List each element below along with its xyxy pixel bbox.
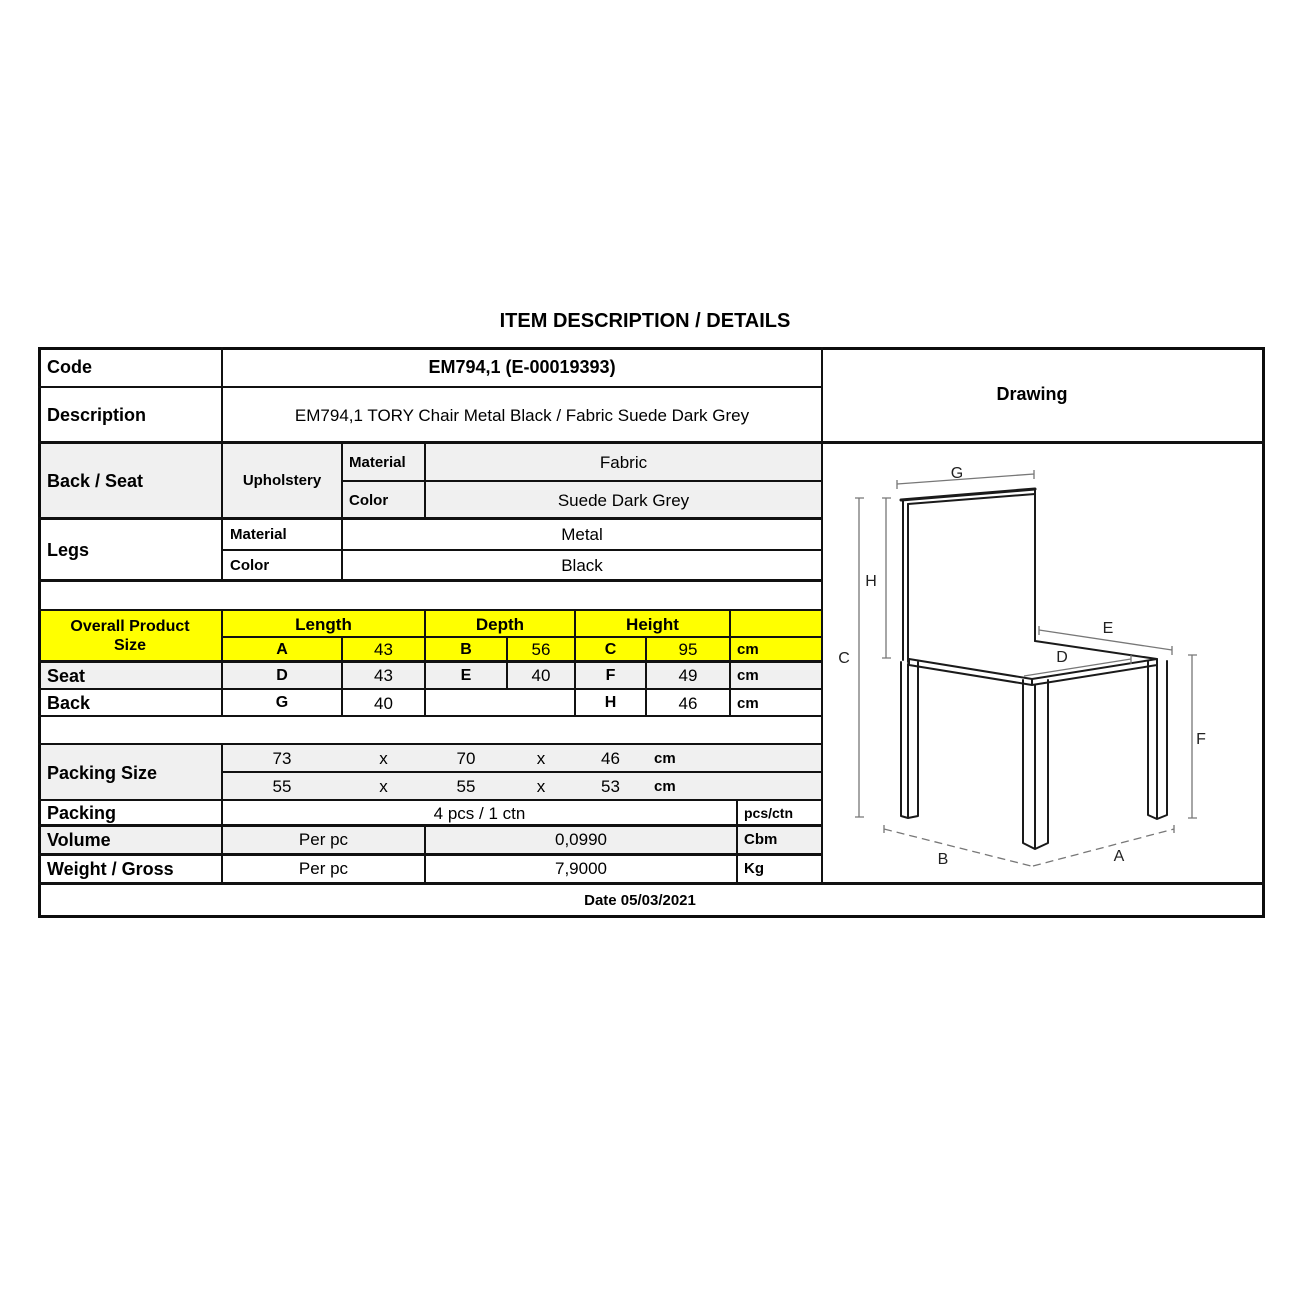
upholstery-color-label: Color [349,491,389,509]
seat-length-value: 43 [374,666,393,686]
weight-basis: Per pc [298,859,349,879]
left-leg [901,662,918,818]
dim-line-a [1033,825,1174,866]
legs-material-label: Material [230,525,287,543]
description-label: Description [47,405,147,426]
code-label: Code [47,357,92,378]
upholstery-material-label: Material [349,453,406,471]
length-header: Length [295,614,352,634]
seat-thickness [909,659,1157,685]
legs-material-value: Metal [561,524,603,544]
back-seat-label: Back / Seat [47,470,144,491]
seat-top [909,641,1157,679]
legs-color-label: Color [230,556,270,574]
weight-unit: Kg [744,860,764,878]
upholstery-material-value: Fabric [599,452,648,472]
right-leg [1148,661,1167,819]
dim-line-c [855,498,864,817]
dim-label-e: E [1102,620,1114,637]
dim-label-h: H [865,573,877,590]
code-value: EM794,1 (E-00019393) [428,357,616,378]
dim-line-b [884,825,1031,866]
back-height-value: 46 [678,693,698,713]
seat-length-key: D [276,666,288,684]
legs-color-value: Black [561,555,603,575]
overall-size-label [38,611,222,662]
dim-label-b: B [937,851,949,868]
description-value: EM794,1 TORY Chair Metal Black / Fabric Suede Dark Grey [294,405,750,425]
overall-size-line2: Size [113,636,146,654]
volume-label: Volume [47,829,111,850]
packing-r2-sep2: x [536,777,546,797]
date-value: Date 05/03/2021 [584,891,696,909]
back-row-label: Back [47,693,91,714]
packing-r1-unit: cm [654,750,676,768]
upholstery-color-value: Suede Dark Grey [557,490,690,510]
packing-unit: pcs/ctn [744,805,794,822]
packing-size-label: Packing Size [47,762,158,783]
packing-r1-v2: 70 [456,749,476,769]
volume-basis: Per pc [298,830,349,850]
seat-height-key: F [605,666,616,684]
page-title: ITEM DESCRIPTION / DETAILS [499,309,791,332]
overall-length-key: A [276,640,288,658]
packing-r1-v1: 73 [272,749,292,769]
height-header: Height [626,614,679,634]
overall-depth-value: 56 [531,640,551,660]
dim-label-d: D [1056,649,1068,666]
overall-unit: cm [737,641,759,659]
weight-label: Weight / Gross [47,858,174,879]
dim-label-g: G [950,465,964,482]
dim-label-c: C [838,650,850,667]
dim-label-f: F [1196,731,1206,748]
legs-label: Legs [47,539,90,560]
dim-line-h [882,498,891,658]
seat-depth-value: 40 [531,666,551,686]
seat-height-value: 49 [678,666,698,686]
packing-r1-sep2: x [536,749,546,769]
drawing-header: Drawing [996,383,1068,404]
depth-header: Depth [475,614,525,634]
seat-unit: cm [737,667,759,685]
volume-unit: Cbm [744,831,778,849]
dim-label-a: A [1113,848,1125,865]
back-unit: cm [737,694,759,712]
back-length-key: G [275,694,289,712]
upholstery-label: Upholstery [242,472,322,490]
packing-r2-v2: 55 [456,777,476,797]
overall-height-value: 95 [678,640,698,660]
weight-value: 7,9000 [555,859,607,879]
back-length-value: 40 [374,693,393,713]
packing-r1-sep1: x [379,749,388,769]
overall-size-line1: Overall Product [70,618,190,636]
overall-length-value: 43 [374,640,393,660]
packing-r2-v1: 55 [272,777,292,797]
overall-depth-key: B [460,640,472,658]
volume-value: 0,0990 [555,830,607,850]
overall-height-key: C [604,640,617,658]
packing-r2-v3: 53 [601,777,620,797]
packing-r1-v3: 46 [601,749,620,769]
chair-drawing [822,443,1265,888]
dim-line-g [897,470,1034,489]
packing-r2-sep1: x [379,777,388,797]
packing-label: Packing [47,803,117,824]
packing-value: 4 pcs / 1 ctn [433,803,526,823]
seat-row-label: Seat [47,665,86,686]
seat-depth-key: E [460,666,472,684]
front-leg [1023,680,1048,849]
packing-r2-unit: cm [654,778,676,796]
back-height-key: H [604,694,617,712]
